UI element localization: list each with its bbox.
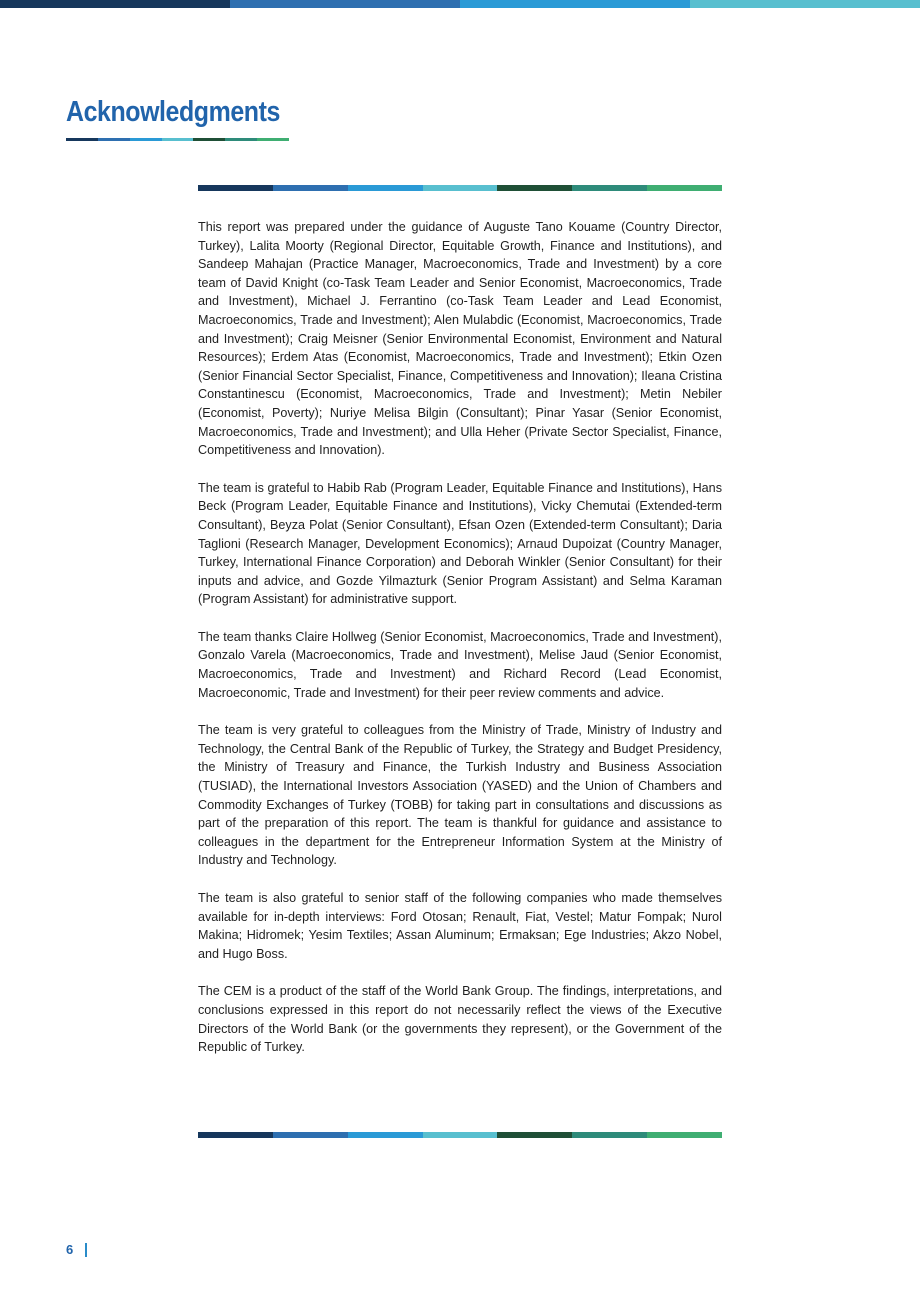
paragraph: The team is also grateful to senior staff of the following companies who made themselves available for in-depth interviews: Ford Otosan; Renault, Fiat, Vestel; Matur Fompak; Nurol Makina; Hidromek; Yesim Textiles; Assan Aluminum; Ermaksan; Ege Industries; Akzo Nobel, and Hugo Boss. xyxy=(198,891,722,961)
divider-segment xyxy=(572,185,647,191)
top-bar-segment xyxy=(460,0,690,8)
page-title: Acknowledgments xyxy=(66,96,280,128)
footer-divider xyxy=(85,1243,87,1257)
underline-segment xyxy=(257,138,289,141)
divider-segment xyxy=(423,185,498,191)
divider-segment xyxy=(647,185,722,191)
divider-segment xyxy=(497,1132,572,1138)
top-bar-segment xyxy=(230,0,460,8)
divider-segment xyxy=(273,1132,348,1138)
underline-segment xyxy=(98,138,130,141)
section-divider-top xyxy=(198,185,722,191)
divider-segment xyxy=(273,185,348,191)
divider-segment xyxy=(647,1132,722,1138)
divider-segment xyxy=(572,1132,647,1138)
paragraph: The team is very grateful to colleagues from the Ministry of Trade, Ministry of Industry and Technology, the Central Bank of the Republic of Turkey, the Strategy and Budget Presidency, the Ministry of Treasury and Finance, the Turkish Industry and Business Association (TUSIAD), the International Investors Association (YASED) and the Union of Chambers and Commodity Exchanges of Turkey (TOBB) for taking part in consultations and discussions as part of the preparation of this report. The team is thankful for guidance and assistance to colleagues in the department for the Entrepreneur Information System at the Ministry of Industry and Technology. xyxy=(198,723,722,868)
divider-segment xyxy=(348,185,423,191)
divider-segment xyxy=(423,1132,498,1138)
divider-segment xyxy=(198,185,273,191)
underline-segment xyxy=(66,138,98,141)
paragraph: The team is grateful to Habib Rab (Program Leader, Equitable Finance and Institutions), Hans Beck (Program Leader, Equitable Finance and Institutions), Vicky Chemutai (Extended-term Consultant), Beyza Polat (Senior Consultant), Efsan Ozen (Extended-term Consultant); Daria Taglioni (Research Manager, Development Economics); Arnaud Dupoizat (Country Manager, Turkey, International Finance Corporation) and Deborah Winkler (Senior Consultant) for their inputs and advice, and Gozde Yilmazturk (Senior Program Assistant) and Selma Karaman (Program Assistant) for administrative support. xyxy=(198,480,722,607)
divider-segment xyxy=(198,1132,273,1138)
top-bar-segment xyxy=(690,0,920,8)
top-color-bar xyxy=(0,0,920,8)
underline-segment xyxy=(162,138,194,141)
acknowledgments-body xyxy=(198,218,722,1076)
underline-segment xyxy=(193,138,225,141)
divider-segment xyxy=(348,1132,423,1138)
underline-segment xyxy=(130,138,162,141)
paragraph: The team thanks Claire Hollweg (Senior Economist, Macroeconomics, Trade and Investment), Gonzalo Varela (Macroeconomics, Trade and Investment), Melise Jaud (Senior Economist, Macroeconomics, Trade and Investment) and Richard Record (Lead Economist, Macroeconomic, Trade and Investment) for their peer review comments and advice. xyxy=(198,629,722,700)
divider-segment xyxy=(497,185,572,191)
section-divider-bottom xyxy=(198,1132,722,1138)
underline-segment xyxy=(225,138,257,141)
paragraph: The CEM is a product of the staff of the World Bank Group. The findings, interpretations, and conclusions expressed in this report do not necessarily reflect the views of the Executive Directors of the World Bank (or the governments they represent), or the Government of the Republic of Turkey. xyxy=(198,984,722,1055)
page-footer xyxy=(66,1242,87,1257)
paragraph: This report was prepared under the guidance of Auguste Tano Kouame (Country Director, Turkey), Lalita Moorty (Regional Director, Equitable Growth, Finance and Institutions), and Sandeep Mahajan (Practice Manager, Macroeconomics, Trade and Investment) by a core team of David Knight (co-Task Team Leader and Senior Economist, Macroeconomics, Trade and Investment), Michael J. Ferrantino (co-Task Team Leader and Lead Economist, Macroeconomics, Trade and Investment); Alen Mulabdic (Economist, Macroeconomics, Trade and Investment); Craig Meisner (Senior Environmental Economist, Environment and Natural Resources); Erdem Atas (Economist, Macroeconomics, Trade and Investment); Etkin Ozen (Senior Financial Sector Specialist, Finance, Competitiveness and Innovation); Ileana Cristina Constantinescu (Economist, Macroeconomics, Trade and Investment); Metin Nebiler (Economist, Poverty); Nuriye Melisa Bilgin (Consultant); Pinar Yasar (Senior Economist, Macroeconomics, Trade and Investment); and Ulla Heher (Private Sector Specialist, Finance, Competitiveness and Innovation). xyxy=(198,220,722,458)
top-bar-segment xyxy=(0,0,230,8)
title-underline xyxy=(66,138,289,141)
page-number: 6 xyxy=(66,1242,74,1257)
